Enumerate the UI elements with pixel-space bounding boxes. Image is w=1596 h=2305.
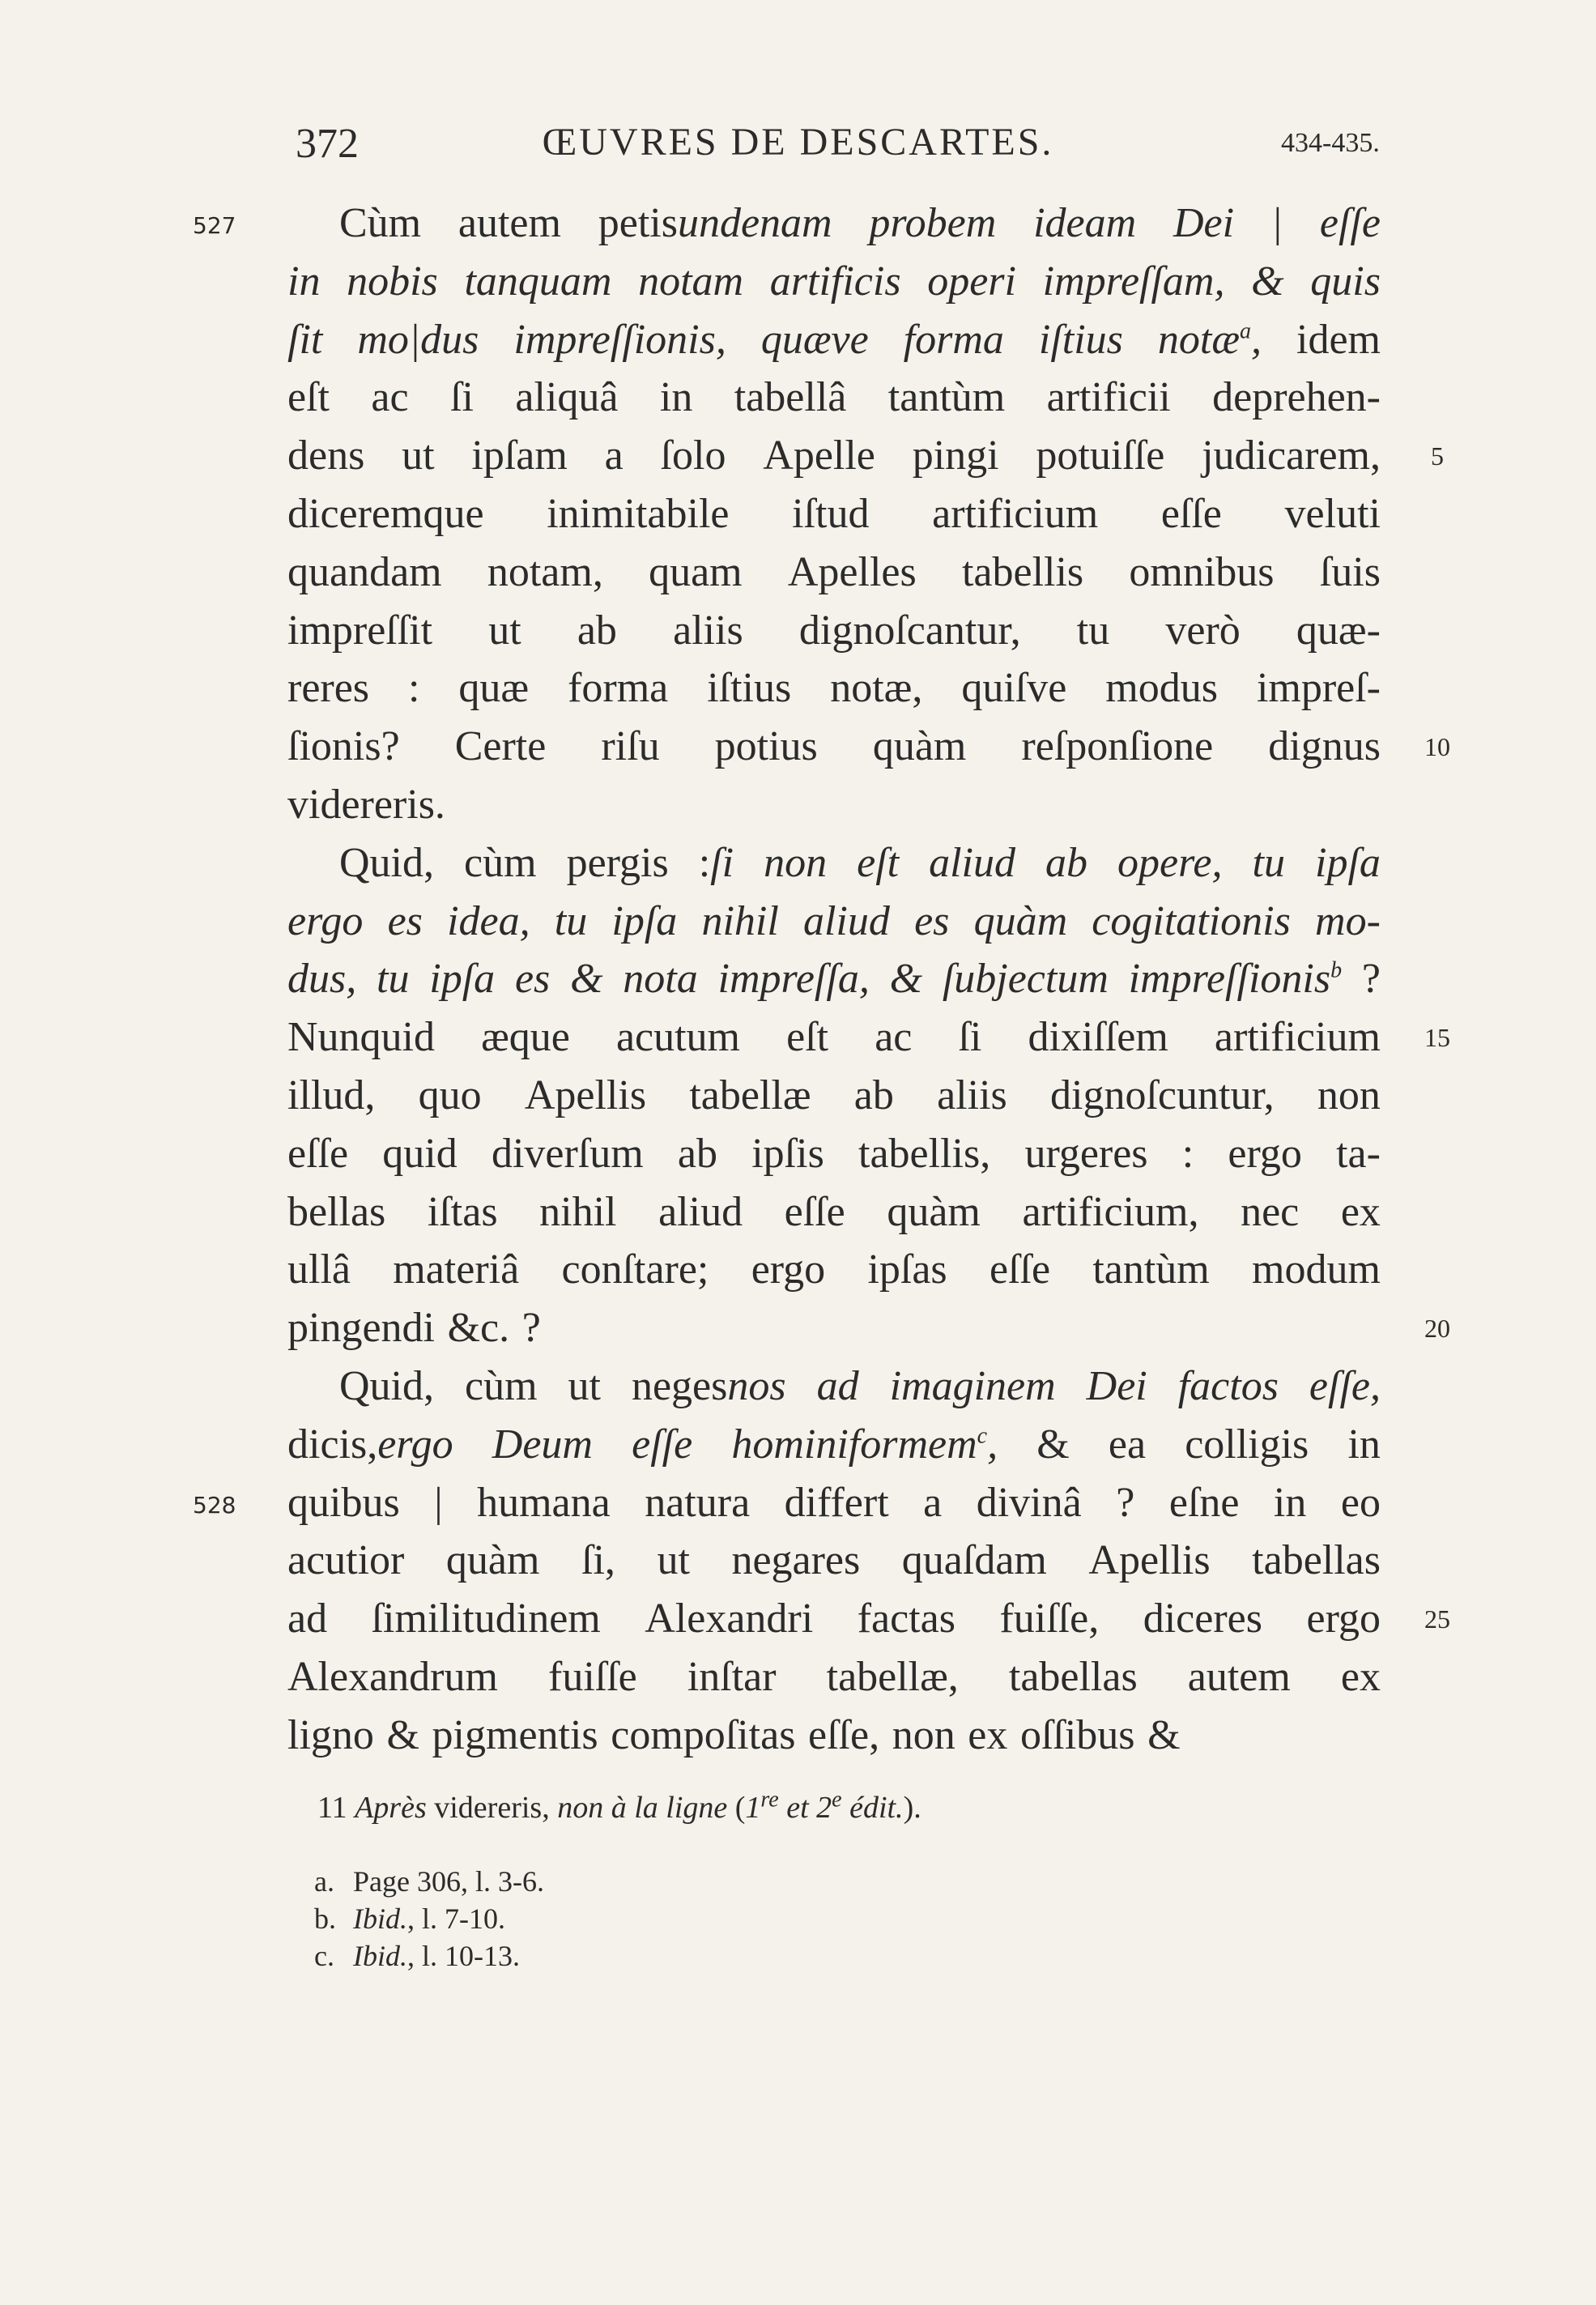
word: ut <box>488 607 521 654</box>
word: impreſſam, <box>1042 258 1225 305</box>
word: dus, <box>287 956 357 1003</box>
word: eſſe <box>1319 200 1381 246</box>
footnote <box>314 1937 544 1975</box>
word: pingendi <box>287 1305 435 1352</box>
word: Apellis <box>1088 1537 1211 1584</box>
word: mo|dus <box>357 316 479 363</box>
word: reres <box>287 665 370 712</box>
word: quàm <box>445 1537 540 1584</box>
word: ab <box>1045 839 1088 886</box>
word: Apelle <box>763 432 875 479</box>
text-run: , <box>1251 316 1262 363</box>
word: notæ, <box>830 665 923 712</box>
word: Deum <box>492 1421 593 1468</box>
word: bellas <box>287 1188 386 1235</box>
variant-text: édit. <box>841 1791 904 1825</box>
word: dignus <box>1268 723 1381 770</box>
word: ipſam <box>471 432 568 479</box>
word: dignoſcantur, <box>798 607 1021 654</box>
word: natura <box>645 1479 751 1526</box>
footnote <box>314 1863 544 1900</box>
word: forma <box>568 665 669 712</box>
text-line <box>287 776 1381 834</box>
word: ergo <box>287 897 364 944</box>
footnote-marker: a <box>1240 318 1252 344</box>
text-line <box>287 1474 1381 1532</box>
word: quam <box>649 548 743 595</box>
word: quæ- <box>1296 607 1381 654</box>
word: modus <box>1105 665 1218 712</box>
word: quàm <box>973 897 1068 944</box>
text-line <box>287 602 1381 660</box>
word: ut <box>657 1537 690 1584</box>
word: reſponſione <box>1021 723 1214 770</box>
word: Cùm <box>339 200 422 246</box>
word: impreſſit <box>287 607 433 654</box>
word: deprehen- <box>1212 374 1381 421</box>
word: tantùm <box>1092 1246 1210 1293</box>
word: iſtius <box>707 665 792 712</box>
text-line <box>287 659 1381 718</box>
word: cùm <box>464 1362 538 1409</box>
word: aliud <box>929 839 1016 886</box>
page-range: 434-435. <box>1281 128 1380 158</box>
word: ut <box>568 1362 601 1409</box>
word: quàm <box>872 723 967 770</box>
footnote-text: Ibid. <box>353 1940 407 1972</box>
word: iſtud <box>792 490 870 537</box>
word: artificium, <box>1022 1188 1199 1235</box>
word: pergis <box>566 839 669 886</box>
word: ideam <box>1033 200 1137 246</box>
variant-text: non à la ligne <box>557 1791 728 1825</box>
word: impreſſionis$^b$ <box>1128 956 1343 1003</box>
line-number: 10 <box>1424 732 1450 762</box>
word: Apelles <box>787 548 917 595</box>
word: non <box>764 839 828 886</box>
running-title: ŒUVRES DE DESCARTES. <box>542 121 1054 164</box>
word: ergo <box>1228 1130 1302 1177</box>
text-line <box>287 253 1381 311</box>
text-line <box>287 1241 1381 1299</box>
word: petisundenam <box>598 200 832 246</box>
word: humana <box>477 1479 611 1526</box>
word: quibus <box>287 1479 400 1526</box>
word: iſtas <box>427 1188 498 1235</box>
footnotes <box>314 1863 544 1975</box>
word: & <box>1036 1421 1070 1468</box>
word: nec <box>1241 1188 1300 1235</box>
word: autem <box>1187 1653 1291 1700</box>
word: nota <box>623 956 698 1003</box>
footnote-marker: c <box>977 1423 988 1449</box>
word: tabellas <box>1252 1537 1381 1584</box>
word: quis <box>1310 258 1381 305</box>
page-number: 372 <box>296 121 359 167</box>
word: acutum <box>615 1014 741 1061</box>
footnote-text: Page 306, l. 3-6. <box>353 1865 544 1898</box>
word: nihil <box>701 897 779 944</box>
word: Alexandrum <box>287 1653 498 1700</box>
word: ſi <box>450 374 474 421</box>
margin-reference: 527 <box>193 212 236 239</box>
word: mo- <box>1315 897 1381 944</box>
word: æque <box>481 1014 570 1061</box>
text-line <box>287 427 1381 485</box>
word: a <box>604 432 624 479</box>
word: nihil <box>539 1188 617 1235</box>
word: Apellis <box>524 1072 647 1118</box>
text-line <box>287 1067 1381 1125</box>
line-number: 20 <box>1424 1314 1450 1344</box>
word: illud, <box>287 1072 376 1118</box>
word: non <box>892 1711 955 1758</box>
word: ſit <box>287 316 323 363</box>
text-line <box>287 1648 1381 1706</box>
word: & <box>889 956 923 1003</box>
word: Certe <box>454 723 547 770</box>
word: tu <box>1076 607 1110 654</box>
word: tabellâ <box>734 374 847 421</box>
text-line <box>287 1416 1381 1474</box>
word: ſi <box>958 1014 982 1061</box>
word: diverſum <box>491 1130 644 1177</box>
word: potius <box>714 723 818 770</box>
word: ipſa <box>1315 839 1381 886</box>
text-run: ſi <box>710 839 734 886</box>
line-number: 25 <box>1424 1604 1450 1634</box>
word: quæ <box>458 665 530 712</box>
word: & <box>386 1711 419 1758</box>
word: videreris. <box>287 781 445 828</box>
word: dicis,ergo <box>287 1421 453 1468</box>
word: : <box>1181 1130 1194 1177</box>
word: ligno <box>287 1711 374 1758</box>
text-run: nos <box>727 1362 786 1409</box>
word: nobis <box>347 258 438 305</box>
word: aliud <box>802 897 890 944</box>
text-run: ergo <box>377 1421 453 1468</box>
word: quaſdam <box>901 1537 1047 1584</box>
word: aliquâ <box>515 374 619 421</box>
word: & <box>1251 258 1284 305</box>
word: notæ$^a$, <box>1157 316 1262 363</box>
text-line <box>287 543 1381 602</box>
variant-text: et <box>778 1791 817 1825</box>
word: : <box>408 665 420 712</box>
word: ſionis? <box>287 723 400 770</box>
variant-text: ). <box>903 1791 921 1825</box>
word: quæve <box>760 316 869 363</box>
footnote-label: a. <box>314 1865 334 1898</box>
text-line <box>287 718 1381 776</box>
word: conſtare; <box>561 1246 709 1293</box>
word: ab <box>577 607 617 654</box>
word: hominiformem$^c$, <box>731 1421 998 1468</box>
word: modum <box>1252 1246 1381 1293</box>
word: | <box>434 1479 443 1526</box>
word: Alexandri <box>645 1596 814 1642</box>
text-line <box>287 1357 1381 1416</box>
variant-line-ref: 11 <box>317 1791 347 1825</box>
word: eſt <box>857 839 900 886</box>
word: opere, <box>1117 839 1223 886</box>
word: differt <box>784 1479 889 1526</box>
word: colligis <box>1185 1421 1309 1468</box>
word: ipſa <box>429 956 496 1003</box>
word: es <box>914 897 950 944</box>
footnote-marker: b <box>1330 958 1343 984</box>
text-line <box>287 1125 1381 1183</box>
word: quiſve <box>961 665 1067 712</box>
text-line <box>287 834 1381 893</box>
word: judicarem, <box>1202 432 1381 479</box>
word: | <box>1270 200 1283 246</box>
word: ta- <box>1336 1130 1381 1177</box>
word: quo <box>418 1072 482 1118</box>
text-line <box>287 194 1381 253</box>
variant-text: re <box>760 1787 779 1813</box>
word: ? <box>521 1305 541 1352</box>
word: ex <box>1340 1653 1381 1700</box>
word: aliis <box>673 607 743 654</box>
body-text <box>287 194 1381 1765</box>
word: tabellas <box>1008 1653 1138 1700</box>
word: in <box>1347 1421 1381 1468</box>
word: divinâ <box>976 1479 1082 1526</box>
word: notam <box>638 258 744 305</box>
word: dignoſcuntur, <box>1050 1072 1275 1118</box>
word: riſu <box>601 723 660 770</box>
text-line <box>287 1299 1381 1357</box>
word: ullâ <box>287 1246 351 1293</box>
word: ab <box>677 1130 718 1177</box>
word: acutior <box>287 1537 405 1584</box>
word: pigmentis <box>432 1711 598 1758</box>
word: notam, <box>487 548 603 595</box>
word: forma <box>903 316 1004 363</box>
word: impreſſa, <box>717 956 870 1003</box>
word: in <box>659 374 693 421</box>
word: & <box>570 956 603 1003</box>
word: verò <box>1165 607 1241 654</box>
word: tantùm <box>887 374 1006 421</box>
word: potuiſſe <box>1036 432 1165 479</box>
word: aliis <box>937 1072 1007 1118</box>
word: ergo <box>1306 1596 1381 1642</box>
word: dixiſſem <box>1028 1014 1168 1061</box>
word: artificium <box>1214 1014 1381 1061</box>
word: imaginem <box>889 1362 1056 1409</box>
word: a <box>923 1479 943 1526</box>
word: eſne <box>1168 1479 1240 1526</box>
word: inimitabile <box>547 490 730 537</box>
text-line <box>287 1183 1381 1242</box>
word: cùm <box>464 839 537 886</box>
word: ? <box>1361 956 1381 1003</box>
word: impreſſionis, <box>513 316 726 363</box>
variant-text: e <box>832 1787 842 1813</box>
word: eſſe <box>784 1188 845 1235</box>
text-line <box>287 950 1381 1008</box>
word: materiâ <box>393 1246 520 1293</box>
word: ſimilitudinem <box>371 1596 601 1642</box>
word: eſt <box>786 1014 829 1061</box>
word: eo <box>1340 1479 1381 1526</box>
word: quid <box>382 1130 458 1177</box>
word: Quid, <box>339 839 434 886</box>
word: ? <box>1116 1479 1135 1526</box>
word: fuiſſe <box>548 1653 637 1700</box>
word: ipſis <box>751 1130 824 1177</box>
text-line <box>287 1008 1381 1067</box>
word: ea <box>1108 1421 1147 1468</box>
word: pingi <box>912 432 999 479</box>
word: tu <box>1252 839 1285 886</box>
word: autem <box>458 200 561 246</box>
word: es <box>514 956 551 1003</box>
word: Dei <box>1086 1362 1147 1409</box>
word: es <box>387 897 423 944</box>
text-line <box>287 485 1381 543</box>
word: ex <box>1340 1188 1381 1235</box>
word: diceremque <box>287 490 484 537</box>
text-line <box>287 369 1381 427</box>
word: iſtius <box>1038 316 1123 363</box>
word: eſſe <box>989 1246 1051 1293</box>
word: veluti <box>1284 490 1381 537</box>
word: dens <box>287 432 365 479</box>
word: urgeres <box>1024 1130 1148 1177</box>
word: ac <box>371 374 409 421</box>
line-number: 5 <box>1431 441 1444 471</box>
word: probem <box>869 200 997 246</box>
word: operi <box>927 258 1016 305</box>
word: tabellæ, <box>826 1653 959 1700</box>
word: Quid, <box>339 1362 434 1409</box>
text-line <box>287 1532 1381 1590</box>
word: artificis <box>769 258 901 305</box>
margin-reference: 528 <box>193 1491 236 1519</box>
word: omnibus <box>1129 548 1275 595</box>
word: negesnos <box>631 1362 786 1409</box>
word: inſtar <box>687 1653 777 1700</box>
word: eſſe, <box>808 1711 880 1758</box>
word: Nunquid <box>287 1014 435 1061</box>
word: tabellis, <box>858 1130 991 1177</box>
word: ex <box>968 1711 1008 1758</box>
variant-text: videreris, <box>426 1791 558 1825</box>
word: aliud <box>658 1188 743 1235</box>
line-number: 15 <box>1424 1023 1450 1053</box>
word: eſſe <box>1160 490 1222 537</box>
text-line <box>287 311 1381 369</box>
word: &c. <box>447 1305 510 1352</box>
word: artificii <box>1046 374 1171 421</box>
footnote-label: c. <box>314 1940 334 1972</box>
word: ad <box>816 1362 859 1409</box>
text-run: , <box>987 1421 998 1468</box>
word: diceres <box>1143 1596 1262 1642</box>
word: factos <box>1177 1362 1279 1409</box>
text-line <box>287 1590 1381 1648</box>
footnote-text: , l. 10-13. <box>407 1940 520 1972</box>
variant-text: 2 <box>816 1791 832 1825</box>
word: cogitationis <box>1092 897 1291 944</box>
footnote-text: Ibid. <box>353 1902 407 1935</box>
word: :ſi <box>698 839 734 886</box>
word: tanquam <box>464 258 612 305</box>
word: ſubjectum <box>942 956 1109 1003</box>
word: idea, <box>447 897 530 944</box>
word: ac <box>875 1014 913 1061</box>
word: negares <box>731 1537 861 1584</box>
word: eſſe <box>632 1421 693 1468</box>
text-line <box>287 893 1381 951</box>
footnote-text: , l. 7-10. <box>407 1902 505 1935</box>
word: ad <box>287 1596 328 1642</box>
word: quàm <box>887 1188 981 1235</box>
word: Dei <box>1173 200 1235 246</box>
word: artificium <box>932 490 1099 537</box>
word: tabellæ <box>689 1072 811 1118</box>
word: ſi, <box>581 1537 615 1584</box>
word: tu <box>554 897 588 944</box>
variant-text: ( <box>727 1791 746 1825</box>
word: eſt <box>287 374 330 421</box>
word: eſſe, <box>1309 1362 1381 1409</box>
word: impreſ- <box>1256 665 1381 712</box>
text-run: undenam <box>677 200 832 246</box>
word: non <box>1317 1072 1381 1118</box>
word: ſolo <box>660 432 726 479</box>
word: ſuis <box>1319 548 1381 595</box>
word: ipſas <box>867 1246 947 1293</box>
footnote-label: b. <box>314 1902 336 1935</box>
text-line <box>287 1706 1381 1765</box>
word: tu <box>377 956 410 1003</box>
word: tabellis <box>961 548 1084 595</box>
word: in <box>287 258 321 305</box>
footnote <box>314 1900 544 1937</box>
word: quandam <box>287 548 442 595</box>
variant-text: 1 <box>745 1791 761 1825</box>
word: ergo <box>751 1246 826 1293</box>
word: oſſibus <box>1019 1711 1135 1758</box>
word: in <box>1273 1479 1307 1526</box>
variant-text: Après <box>355 1791 427 1825</box>
word: factas <box>857 1596 955 1642</box>
word: compoſitas <box>611 1711 796 1758</box>
word: idem <box>1296 316 1381 363</box>
word: & <box>1147 1711 1181 1758</box>
word: eſſe <box>287 1130 349 1177</box>
variant-note <box>317 1787 921 1826</box>
word: ut <box>402 432 435 479</box>
word: ipſa <box>611 897 678 944</box>
word: ab <box>853 1072 894 1118</box>
word: fuiſſe, <box>999 1596 1100 1642</box>
